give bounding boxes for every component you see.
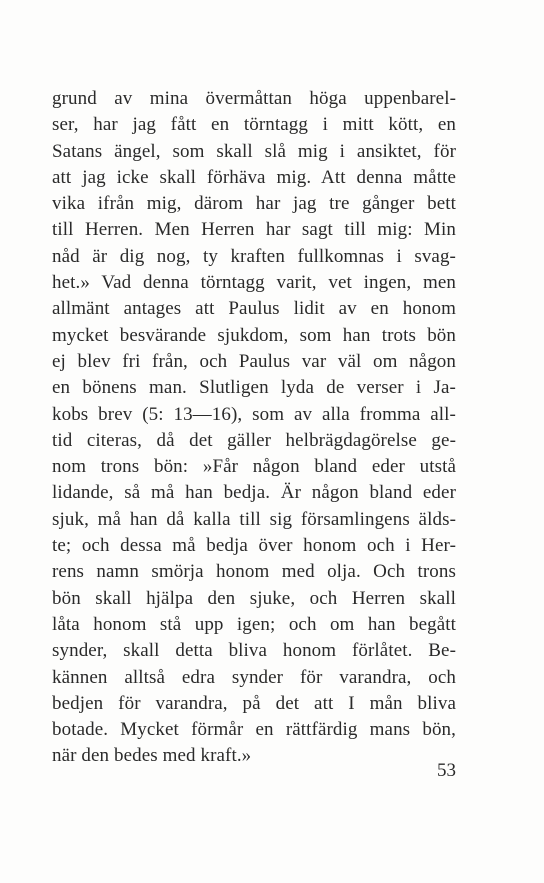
text-line: en bönens man. Slutligen lyda de verser i Ja-: [52, 377, 456, 399]
text-line: kännen alltså edra synder för varandra, och: [52, 666, 456, 688]
text-line: botade. Mycket förmår en rättfärdig mans bön,: [52, 719, 456, 741]
text-line: te; och dessa må bedja över honom och i Her-: [52, 535, 456, 557]
text-line: bedjen för varandra, på det att I mån bliva: [52, 692, 456, 714]
text-line: kobs brev (5: 13—16), som av alla fromma all-: [52, 403, 456, 425]
text-line: nom trons bön: »Får någon bland eder utstå: [52, 456, 456, 478]
text-line: mycket besvärande sjukdom, som han trots bön: [52, 324, 456, 346]
text-line: allmänt antages att Paulus lidit av en honom: [52, 298, 456, 320]
text-line: när den bedes med kraft.»: [52, 745, 252, 767]
body-text: [52, 86, 456, 770]
text-line: att jag icke skall förhäva mig. Att denna måtte: [52, 166, 456, 188]
text-line: låta honom stå upp igen; och om han begått: [52, 613, 456, 635]
text-line: ej blev fri från, och Paulus var väl om någon: [52, 350, 456, 372]
text-line: nåd är dig nog, ty kraften fullkomnas i svag-: [52, 245, 456, 267]
text-line: rens namn smörja honom med olja. Och trons: [52, 561, 456, 583]
text-line: ser, har jag fått en törntagg i mitt kött, en: [52, 114, 456, 136]
text-line: lidande, så må han bedja. Är någon bland eder: [52, 482, 456, 504]
text-line: vika ifrån mig, därom har jag tre gånger bett: [52, 193, 456, 215]
page-number: 53: [437, 760, 456, 781]
text-line: till Herren. Men Herren har sagt till mig: Min: [52, 219, 456, 241]
text-line: tid citeras, då det gäller helbrägdagörelse ge-: [52, 429, 456, 451]
text-line: grund av mina övermåttan höga uppenbarel-: [52, 88, 456, 109]
text-line: sjuk, må han då kalla till sig församlingens älds-: [52, 508, 456, 530]
text-line: bön skall hjälpa den sjuke, och Herren skall: [52, 587, 456, 609]
text-line: het.» Vad denna törntagg varit, vet ingen, men: [52, 272, 456, 294]
text-line: Satans ängel, som skall slå mig i ansiktet, för: [52, 140, 456, 162]
text-line: synder, skall detta bliva honom förlåtet. Be-: [52, 640, 456, 662]
